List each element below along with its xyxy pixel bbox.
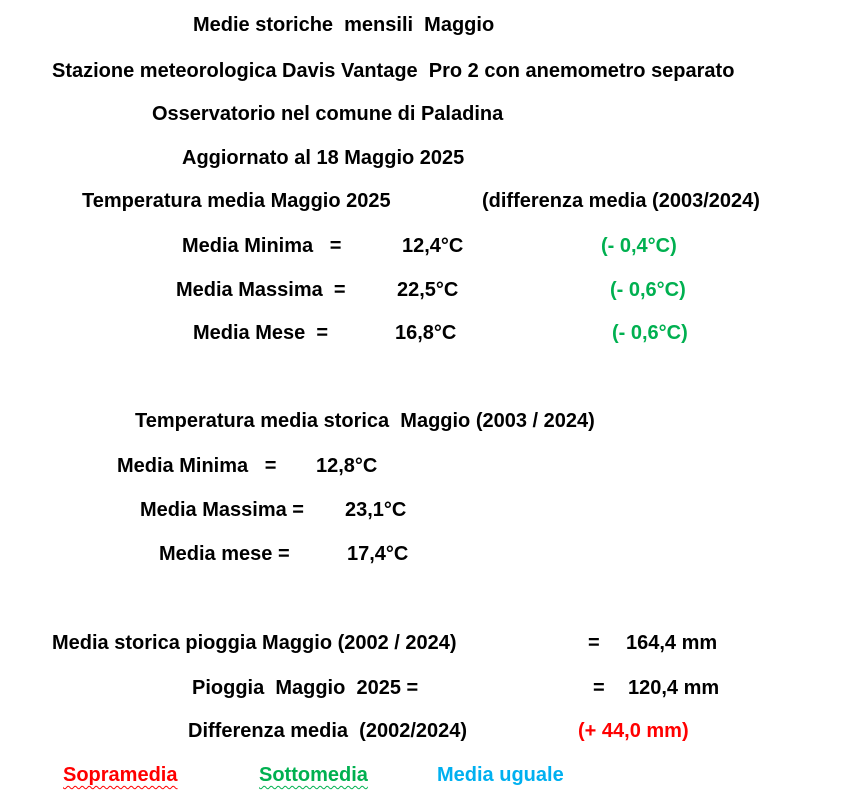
current-min-value: 12,4°C: [402, 235, 464, 257]
current-max-diff: (- 0,6°C): [610, 279, 686, 301]
rain-historical-label: Media storica pioggia Maggio (2002 / 2024): [52, 632, 457, 654]
station-description: Stazione meteorologica Davis Vantage Pro 2 con anemometro separato: [52, 60, 735, 82]
historical-max-value: 23,1°C: [345, 499, 407, 521]
observatory-location: Osservatorio nel comune di Paladina: [152, 103, 504, 125]
current-temp-heading: Temperatura media Maggio 2025: [82, 190, 391, 212]
page-title: Medie storiche mensili Maggio: [193, 14, 495, 36]
rain-current-label: Pioggia Maggio 2025 =: [192, 677, 419, 699]
current-month-diff: (- 0,6°C): [612, 322, 688, 344]
rain-diff-label: Differenza media (2002/2024): [188, 720, 468, 742]
rain-current-value: 120,4 mm: [628, 677, 720, 699]
update-date: Aggiornato al 18 Maggio 2025: [182, 147, 465, 169]
historical-min-value: 12,8°C: [316, 455, 378, 477]
rain-current-equals: =: [593, 677, 605, 699]
legend-above-average: Sopramedia: [63, 764, 178, 786]
historical-month-label: Media mese =: [159, 543, 290, 565]
current-min-label: Media Minima =: [182, 235, 342, 257]
rain-historical-equals: =: [588, 632, 600, 654]
current-max-value: 22,5°C: [397, 279, 459, 301]
current-min-diff: (- 0,4°C): [601, 235, 677, 257]
current-month-value: 16,8°C: [395, 322, 457, 344]
historical-max-label: Media Massima =: [140, 499, 304, 521]
current-month-label: Media Mese =: [193, 322, 329, 344]
legend-below-average: Sottomedia: [259, 764, 368, 786]
current-max-label: Media Massima =: [176, 279, 346, 301]
rain-historical-value: 164,4 mm: [626, 632, 718, 654]
current-temp-diff-heading: (differenza media (2003/2024): [482, 190, 760, 212]
historical-temp-heading: Temperatura media storica Maggio (2003 / 2024): [135, 410, 595, 432]
historical-month-value: 17,4°C: [347, 543, 409, 565]
rain-diff-value: (+ 44,0 mm): [578, 720, 689, 742]
legend-equal-average: Media uguale: [437, 764, 564, 786]
historical-min-label: Media Minima =: [117, 455, 277, 477]
